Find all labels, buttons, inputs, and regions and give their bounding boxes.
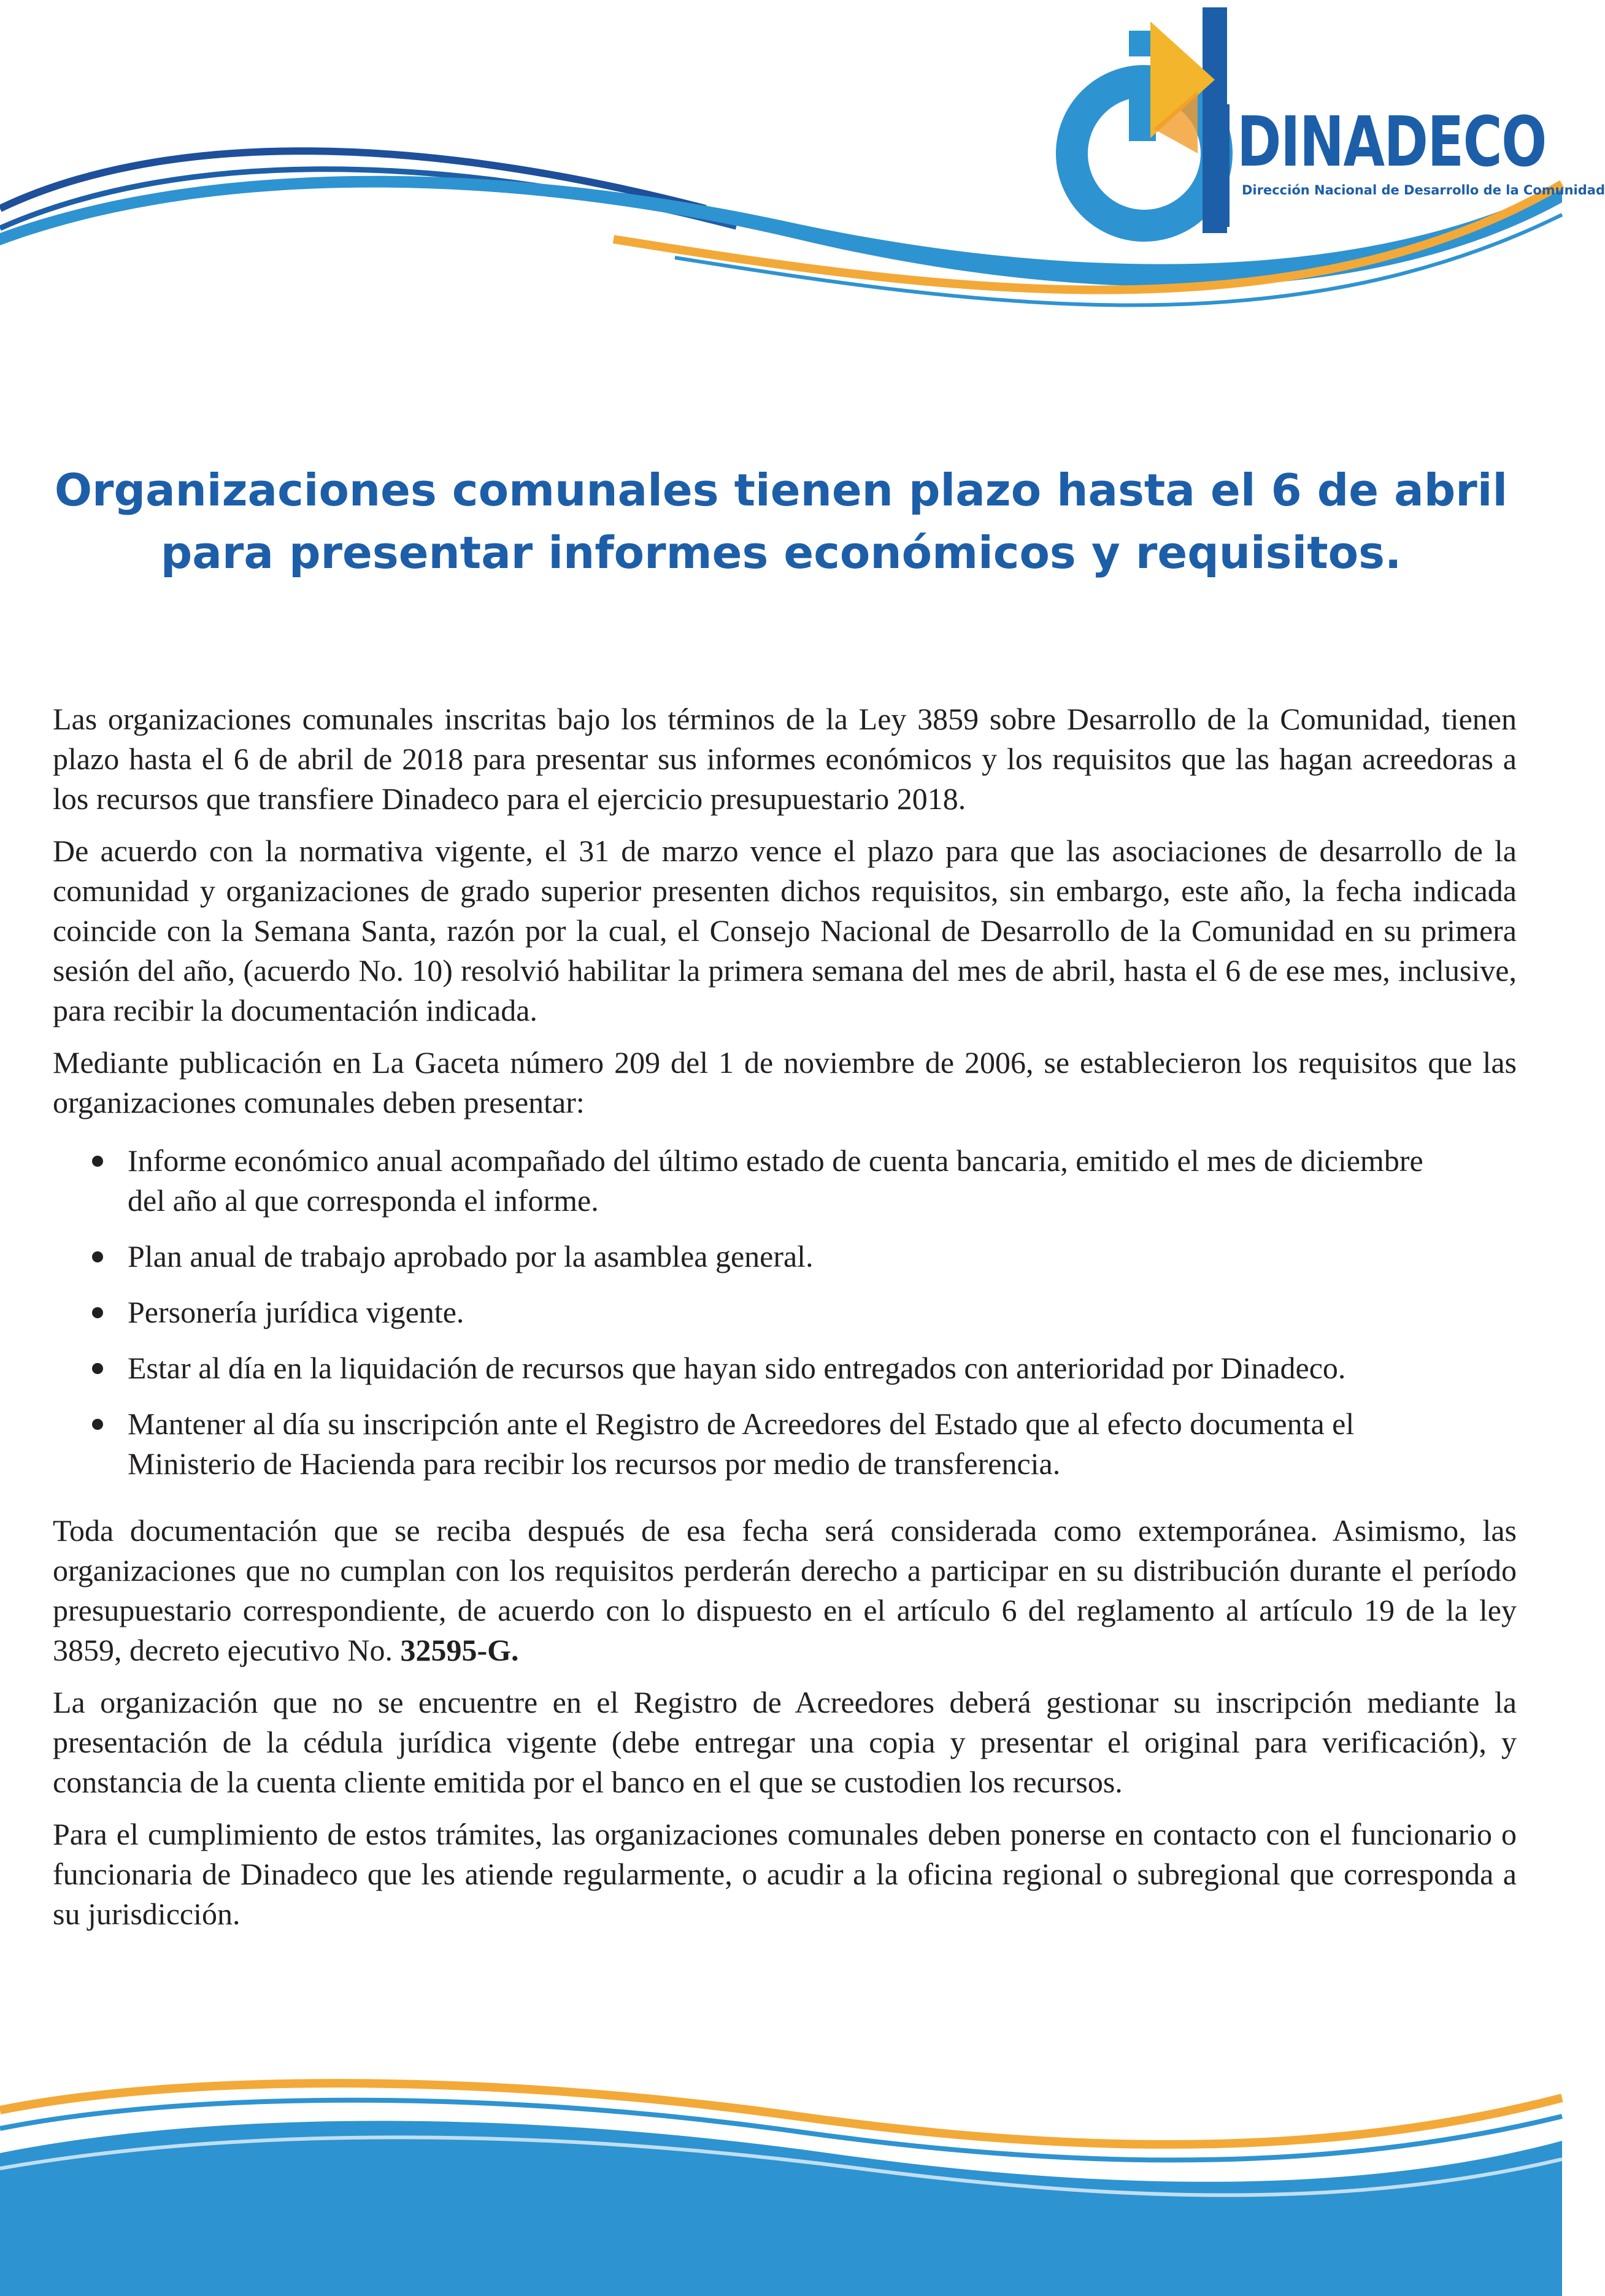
logo-subtitle: Dirección Nacional de Desarrollo de la Comunidad <box>1242 183 1605 198</box>
paragraph-2: De acuerdo con la normativa vigente, el 31 de marzo vence el plazo para que las asociaciones de desarrollo de la comunidad y organizaciones de grado superior presenten dichos requisitos, sin embargo, este año, la fecha indicada coincide con la Semana Santa, razón por la cual, el Consejo Nacional de Desarrollo de la Comunidad en su primera sesión del año, (acuerdo No. 10) resolvió habilitar la primera semana del mes de abril, hasta el 6 de ese mes, inclusive, para recibir la documentación indicada. <box>53 834 1517 1027</box>
list-item <box>53 1348 1517 1388</box>
document-body <box>53 699 1517 1934</box>
bullet-icon <box>92 1156 103 1167</box>
list-item-text: Personería jurídica vigente. <box>128 1295 464 1329</box>
page-title <box>0 459 1562 584</box>
list-item <box>53 1404 1517 1484</box>
list-item-text: Estar al día en la liquidación de recursos que hayan sido entregados con anterioridad por Dinadeco. <box>128 1351 1346 1385</box>
list-item <box>53 1237 1517 1277</box>
list-item-text: Mantener al día su inscripción ante el Registro de Acreedores del Estado que al efecto documenta el Ministerio de Hacienda para recibir los recursos por medio de transferencia. <box>128 1407 1355 1481</box>
logo-wordmark: DINADECO <box>1237 102 1546 182</box>
paragraph-6: Para el cumplimiento de estos trámites, las organizaciones comunales deben ponerse en contacto con el funcionario o funcionaria de Dinadeco que les atiende regularmente, o acudir a la oficina regional o subregional que corresponda a su jurisdicción. <box>53 1817 1517 1931</box>
paragraph-3: Mediante publicación en La Gaceta número 209 del 1 de noviembre de 2006, se establecieron los requisitos que las organizaciones comunales deben presentar: <box>53 1045 1517 1119</box>
decree-number: 32595-G. <box>400 1633 519 1667</box>
bullet-icon <box>92 1419 103 1430</box>
paragraph-1: Las organizaciones comunales inscritas bajo los términos de la Ley 3859 sobre Desarrollo de la Comunidad, tienen plazo hasta el 6 de abril de 2018 para presentar sus informes económicos y los requisitos que las hagan acreedoras a los recursos que transfiere Dinadeco para el ejercicio presupuestario 2018. <box>53 702 1517 816</box>
title-line-1: Organizaciones comunales tienen plazo hasta el 6 de abril <box>54 464 1508 516</box>
title-line-2: para presentar informes económicos y requisitos. <box>160 527 1402 578</box>
paragraph-4 <box>53 1511 1517 1670</box>
list-item <box>53 1141 1517 1221</box>
requirements-list <box>53 1141 1517 1484</box>
bullet-icon <box>92 1251 103 1262</box>
paragraph-5: La organización que no se encuentre en el Registro de Acreedores deberá gestionar su inscripción mediante la presentación de la cédula jurídica vigente (debe entregar una copia y presentar el original para verificación), y constancia de la cuenta cliente emitida por el banco en el que se custodien los recursos. <box>53 1685 1517 1799</box>
list-item <box>53 1292 1517 1332</box>
paragraph-4-text: Toda documentación que se reciba después de esa fecha será considerada como extemporánea. Asimismo, las organizaciones que no cumplan con los requisitos perderán derecho a participar en su distribución durante el período presupuestario correspondiente, de acuerdo con lo dispuesto en el artículo 6 del reglamento al artículo 19 de la ley 3859, decreto ejecutivo No. <box>53 1513 1517 1667</box>
list-item-text: Informe económico anual acompañado del último estado de cuenta bancaria, emitido el mes de diciembre del año al que corresponda el informe. <box>128 1143 1423 1218</box>
bottom-wave-decoration <box>0 2061 1562 2296</box>
bullet-icon <box>92 1363 103 1374</box>
bullet-icon <box>92 1307 103 1318</box>
list-item-text: Plan anual de trabajo aprobado por la asamblea general. <box>128 1239 814 1273</box>
